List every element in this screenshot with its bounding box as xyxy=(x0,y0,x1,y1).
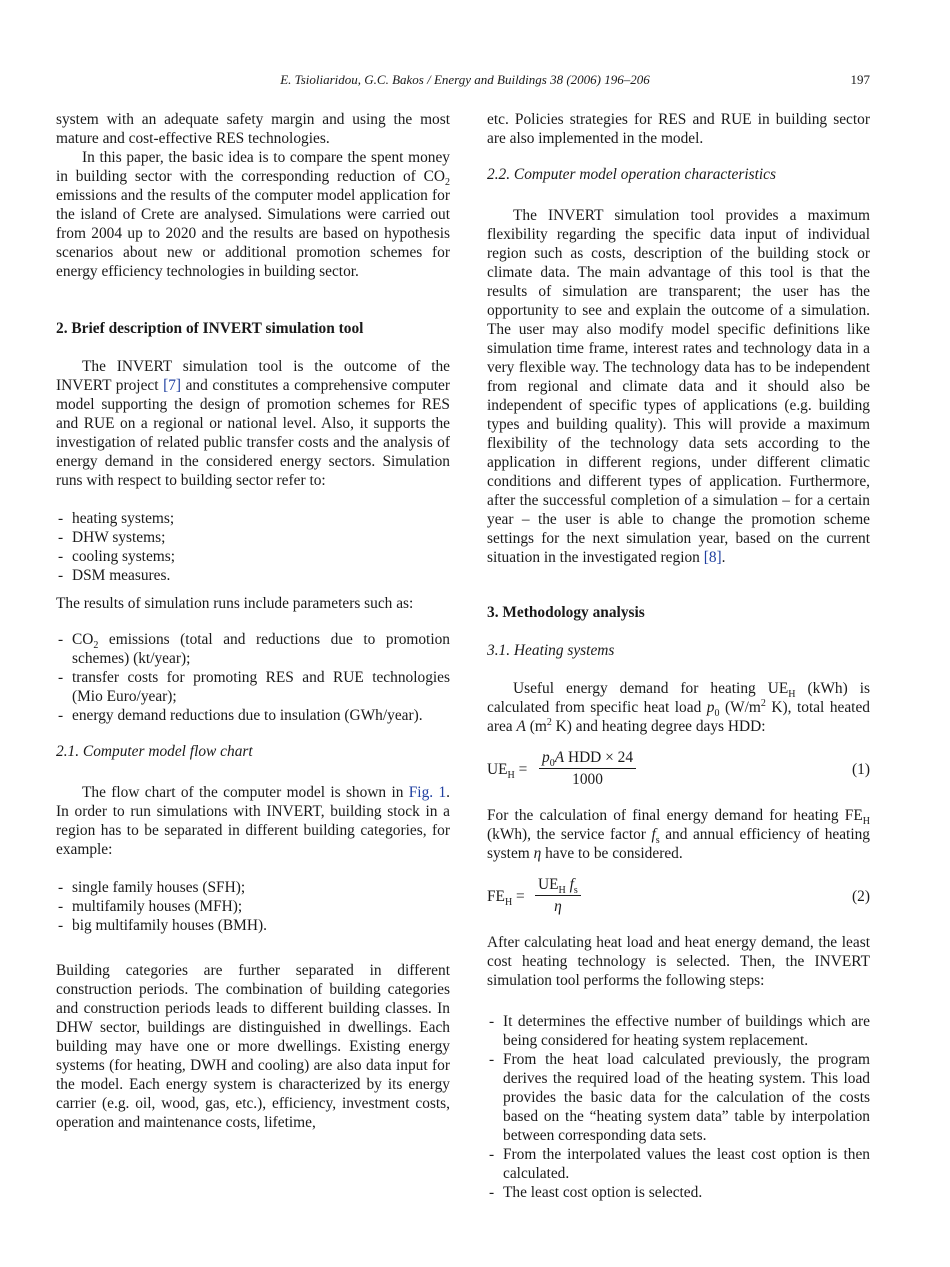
bullet-list xyxy=(56,509,450,585)
list-item: - transfer costs for promoting RES and RUE technologies (Mio Euro/year); xyxy=(56,668,450,706)
list-item: - From the heat load calculated previously, the program derives the required load of the heating system. This load provides the basic data for the calculation of the costs based on the “heating system data” table by interpolation between corresponding data sets. xyxy=(487,1050,870,1145)
paragraph: The flow chart of the computer model is shown in Fig. 1. In order to run simulations with INVERT, building stock in a region has to be separated in different building categories, for example: xyxy=(56,784,451,858)
running-title: E. Tsioliaridou, G.C. Bakos / Energy and Buildings 38 (2006) 196–206 xyxy=(280,72,650,87)
citation-link[interactable]: [7] xyxy=(163,377,182,394)
list-item: - From the interpolated values the least cost option is then calculated. xyxy=(487,1145,870,1183)
paragraph: Useful energy demand for heating $UE_H$ (kWh) is calculated from specific heat load $p_0$ ($W/m^2$ K), total heated area A ($m^2$ K) and heating degree days HDD: xyxy=(487,680,870,735)
section-heading: 3. Methodology analysis xyxy=(487,604,645,621)
subsection-heading: 2.2. Computer model operation characteristics xyxy=(487,166,776,183)
bullet-list xyxy=(487,1012,870,1202)
equation-1 xyxy=(487,748,870,792)
page-number: 197 xyxy=(850,72,870,87)
right-column xyxy=(487,110,870,1202)
running-header xyxy=(60,72,870,92)
list-item: - DHW systems; xyxy=(56,528,450,547)
list-item: - $CO_2$ emissions (total and reductions due to promotion schemes) (kt/year); xyxy=(56,630,450,668)
equation-lhs: $FE_H$ = xyxy=(487,888,525,909)
subsection-heading: 3.1. Heating systems xyxy=(487,642,615,659)
paragraph: etc. Policies strategies for RES and RUE in building sector are also implemented in the model. xyxy=(487,111,870,147)
bullet-list xyxy=(56,630,450,725)
subsection-heading: 2.1. Computer model flow chart xyxy=(56,743,253,760)
list-item: - heating systems; xyxy=(56,509,450,528)
paragraph: For the calculation of final energy demand for heating $FE_H$ (kWh), the service factor $f_s$ and annual efficiency of heating system η have to be considered. xyxy=(487,807,870,862)
paragraph: In this paper, the basic idea is to compare the spent money in building sector with the corresponding reduction of $CO_2$ emissions and the results of the computer model application for the island of Crete are analysed. Simulations were carried out from 2004 up to 2020 and the results are based on hypothesis scenarios about new or additional promotion schemes for energy efficiency technologies in building sector. xyxy=(56,149,450,280)
paragraph: The INVERT simulation tool is the outcome of the INVERT project [7] and constitutes a comprehensive computer model supporting the design of promotion schemes for RES and RUE on a regional or national level. Also, it supports the investigation of related public transfer costs and the analysis of energy demand in the considered energy sectors. Simulation runs with respect to building sector refer to: xyxy=(56,358,450,489)
paragraph: system with an adequate safety margin and using the most mature and cost-effective RES technologies. xyxy=(56,111,450,147)
paragraph: The INVERT simulation tool provides a maximum flexibility regarding the specific data input of individual region such as costs, description of the building stock or climate data. The main advantage of this tool is that the results of simulation are transparent; the user has the opportunity to see and explain the outcome of a simulation. The user may also modify model specific definitions like simulation time frame, interest rates and technology data in a very flexible way. The technology data has to be independent from regional and climate data and it should also be independent of specific types of applications (e.g. building types and building quality). This will provide a maximum flexibility of the technology data sets according to the application in different regions, under different climatic conditions and different types of application. Furthermore, after the successful completion of a simulation – for a certain year – the user is able to change the promotion scheme settings for the next simulation year, based on the current situation in the investigated region [8]. xyxy=(487,207,870,566)
figure-link[interactable]: Fig. 1 xyxy=(408,784,447,801)
equation-2 xyxy=(487,875,870,919)
list-item: - It determines the effective number of buildings which are being considered for heating system replacement. xyxy=(487,1012,870,1050)
equation-lhs: $UE_H$ = xyxy=(487,761,528,782)
list-item: - The least cost option is selected. xyxy=(487,1183,870,1202)
equation-number: (1) xyxy=(852,761,870,778)
list-item: - DSM measures. xyxy=(56,566,450,585)
list-item: - single family houses (SFH); xyxy=(56,878,450,897)
equation-number: (2) xyxy=(852,888,870,905)
list-item: - energy demand reductions due to insulation (GWh/year). xyxy=(56,706,450,725)
list-item: - big multifamily houses (BMH). xyxy=(56,916,450,935)
left-column xyxy=(56,110,450,1132)
paragraph: Building categories are further separated in different construction periods. The combination of building categories and construction periods leads to different building classes. In DHW sector, buildings are distinguished in dwellings. Each building may have one or more dwellings. Existing energy systems (for heating, DWH and cooling) are also data input for the model. Each energy system is characterized by its energy carrier (e.g. oil, wood, gas, etc.), efficiency, investment costs, operation and maintenance costs, lifetime, xyxy=(56,962,450,1131)
list-item: - multifamily houses (MFH); xyxy=(56,897,450,916)
equation-fraction: $UE_H$ $f_s$ η xyxy=(535,875,581,916)
citation-link[interactable]: [8] xyxy=(703,549,722,566)
paragraph: The results of simulation runs include parameters such as: xyxy=(56,595,414,612)
section-heading: 2. Brief description of INVERT simulation tool xyxy=(56,320,364,337)
paragraph: After calculating heat load and heat energy demand, the least cost heating technology is selected. Then, the INVERT simulation tool performs the following steps: xyxy=(487,934,870,989)
bullet-list xyxy=(56,878,450,935)
equation-fraction: $p_0A$ HDD × 24 1000 xyxy=(539,748,636,789)
list-item: - cooling systems; xyxy=(56,547,450,566)
